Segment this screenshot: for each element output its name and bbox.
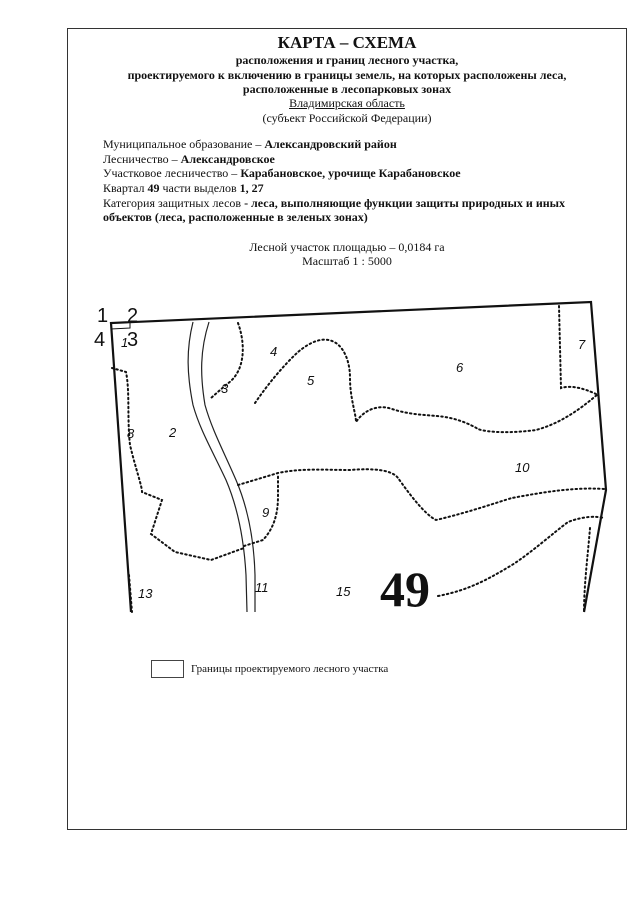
corner-point-label: 4 — [94, 329, 106, 351]
subdivision-number: 11 — [255, 580, 269, 595]
subdivision-number: 2 — [169, 425, 177, 440]
subtitle-line-1: расположения и границ лесного участка, — [235, 53, 459, 67]
category-value-2: объектов (леса, расположенные в зеленых зонах) — [103, 210, 368, 224]
municipality-value: Александровский район — [264, 137, 397, 151]
legend-label: Границы проектируемого лесного участка — [191, 663, 389, 675]
parts-label: части выделов — [159, 181, 240, 195]
quarter-label: Квартал — [103, 181, 148, 195]
subdivision-number: 13 — [138, 586, 153, 601]
subdivision-number: 5 — [307, 373, 315, 388]
forestry-value: Александровское — [180, 152, 275, 166]
map-title: КАРТА – СХЕМА — [277, 33, 417, 52]
category-value-1: - леса, выполняющие функции защиты природных и иных — [244, 196, 566, 210]
region-name: Владимирская область — [289, 96, 405, 110]
parts-value: 1, 27 — [239, 181, 264, 195]
municipality-label: Муниципальное образование – — [103, 137, 265, 151]
corner-point-label: 2 — [127, 305, 139, 327]
road — [188, 322, 247, 612]
corner-point-label: 1 — [97, 305, 109, 327]
subdivision-number: 15 — [336, 584, 351, 599]
subtitle-line-2: проектируемого к включению в границы земель, на которых расположены леса, — [127, 68, 567, 82]
subdivision-boundary — [244, 474, 278, 546]
subdivision-number: 3 — [221, 381, 229, 396]
subdivision-boundary — [238, 469, 605, 520]
subdivision-boundary — [438, 517, 604, 596]
quarter-value: 49 — [147, 181, 160, 195]
forestry-label: Лесничество – — [103, 152, 181, 166]
road — [202, 322, 255, 612]
quarter-boundary — [111, 302, 606, 612]
legend-swatch — [151, 660, 184, 678]
subdivision-number: 9 — [262, 505, 270, 520]
subdivision-number: 1 — [121, 335, 129, 350]
corner-point-label: 3 — [127, 329, 139, 351]
quarter-number: 49 — [380, 561, 430, 617]
subdivision-number: 4 — [270, 344, 278, 359]
region-note: (субъект Российской Федерации) — [262, 111, 432, 125]
district-forestry-value: Карабановское, урочище Карабановское — [240, 166, 461, 180]
subdivision-number: 8 — [127, 426, 135, 441]
subdivision-number: 7 — [578, 337, 586, 352]
district-forestry-label: Участковое лесничество – — [103, 166, 241, 180]
subdivision-number: 6 — [456, 360, 464, 375]
scale-text: Масштаб 1 : 5000 — [302, 254, 392, 268]
subtitle-line-3: расположенные в лесопарковых зонах — [242, 82, 452, 96]
subdivision-number: 10 — [515, 460, 530, 475]
category-label: Категория защитных лесов — [103, 196, 245, 210]
subdivision-boundary — [112, 368, 244, 560]
area-text: Лесной участок площадью – 0,0184 га — [249, 240, 445, 254]
